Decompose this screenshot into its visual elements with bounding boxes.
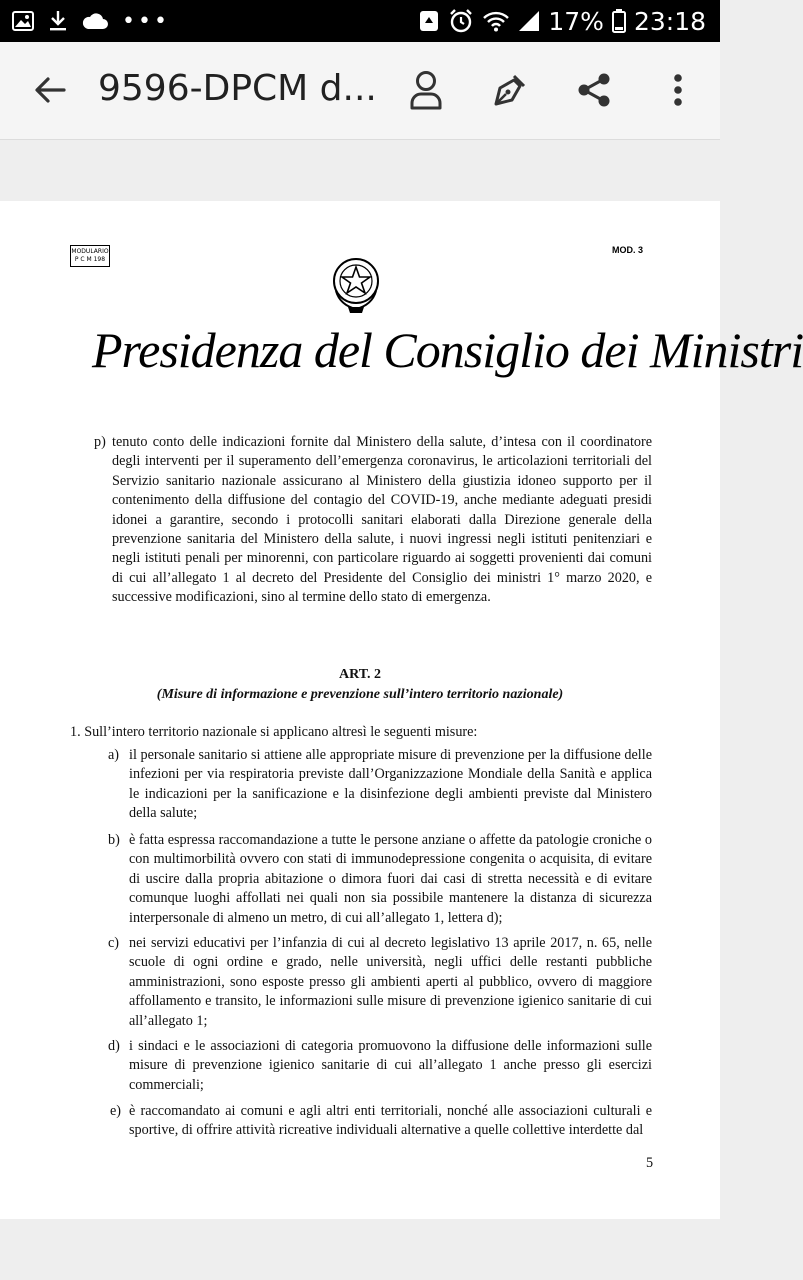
back-button[interactable]: [26, 66, 74, 114]
cloud-icon: [82, 12, 108, 30]
item-a-marker: a): [108, 747, 120, 763]
item-d-marker: d): [108, 1038, 120, 1054]
item-a-text: il personale sanitario si attiene alle appropriate misure di prevenzione per la diffusione delle infezioni per via respiratoria previste dall’Organizzazione Mondiale della Sanità e applica le indicazioni per la sanificazione e la disinfezione degli ambienti previste dal Ministero della salute;: [129, 747, 652, 822]
mod-tag: MOD. 3: [612, 245, 644, 255]
download-icon: [48, 10, 68, 32]
more-notifications-icon: •••: [122, 8, 170, 34]
item-b-marker: b): [108, 832, 120, 848]
item-d-text: i sindaci e le associazioni di categoria promuovono la diffusione delle informazioni sulle misure di prevenzione igienico sanitarie di cui all’allegato 1 anche presso gli esercizi commerciali;: [129, 1038, 652, 1093]
clause-p-text: [112, 433, 652, 608]
arrow-back-icon: [34, 76, 66, 104]
stamp-line-2: P C M 198: [74, 256, 106, 263]
annotate-button[interactable]: [486, 66, 534, 114]
italian-republic-emblem-icon: [326, 251, 386, 315]
alarm-icon: [448, 8, 474, 34]
image-notification-icon: [12, 11, 34, 31]
account-button[interactable]: [402, 66, 450, 114]
wifi-icon: [482, 10, 510, 32]
item-e-text: è raccomandato ai comuni e agli altri enti territoriali, nonché alle associazioni culturali e sportive, di offrire attività ricreative individuali alternative a quelle collettive interdette dal: [129, 1103, 652, 1139]
clause-p-marker: p): [94, 434, 106, 450]
institution-heading: Presidenza del Consiglio dei Ministri: [92, 322, 803, 378]
article-intro: 1. Sull’intero territorio nazionale si applicano altresì le seguenti misure:: [70, 724, 478, 740]
recycle-icon: [418, 9, 440, 33]
item-e-marker: e): [110, 1103, 122, 1119]
document-title: 9596-DPCM d...: [98, 68, 377, 109]
pen-nib-icon: [492, 72, 528, 108]
overflow-menu-button[interactable]: [654, 66, 702, 114]
pdf-page[interactable]: [0, 201, 803, 1219]
share-button[interactable]: [570, 66, 618, 114]
more-vert-icon: [673, 73, 683, 107]
page-number: 5: [646, 1155, 654, 1171]
battery-icon: [612, 9, 626, 33]
clause-p-body: tenuto conto delle indicazioni fornite dal Ministero della salute, d’intesa con il coordinatore degli interventi per il superamento dell’emergenza coronavirus, le articolazioni territoriali del Servizio sanitario nazionale assicurano al Ministero della giustizia idoneo supporto per il contenimento della diffusione del contagio del COVID-19, anche mediante adeguati presidi idonei a garantire, secondo i protocolli sanitari elaborati dalla Direzione generale della prevenzione sanitaria del Ministero della salute, i nuovi ingressi negli istituti penitenziari e negli istituti penali per minorenni, con particolare riguardo ai soggetti provenienti dai comuni di cui all’allegato 1 al decreto del Presidente del Consiglio dei ministri 1° marzo 2020, e successive modificazioni, sino al termine dello stato di emergenza.: [112, 434, 652, 606]
clock: 23:18: [633, 6, 706, 36]
app-bar: [0, 42, 720, 140]
article-subtitle: (Misure di informazione e prevenzione sull’intero territorio nazionale): [156, 687, 564, 702]
system-icons: [418, 6, 706, 36]
notification-icons: [12, 8, 170, 34]
article-title: ART. 2: [338, 667, 382, 682]
status-bar: [0, 0, 720, 42]
person-icon: [409, 70, 443, 110]
modulario-stamp: [70, 245, 110, 267]
stamp-line-1: MODULARIO: [71, 248, 109, 255]
item-b-text: è fatta espressa raccomandazione a tutte le persone anziane o affette da patologie croniche o con multimorbilità ovvero con stati di immunodepressione congenita o acquisita, di evitare di uscire dalla propria abitazione o dimora fuori dai casi di stretta necessità e di evitare comunque luoghi affollati nei quali non sia possibile mantenere la distanza di sicurezza interpersonale di almeno un metro, di cui all’allegato 1, lettera d);: [129, 832, 652, 926]
item-c-text: nei servizi educativi per l’infanzia di cui al decreto legislativo 13 aprile 2017, n. 65, nelle scuole di ogni ordine e grado, nelle università, negli uffici delle restanti pubbliche amministrazioni, sono esposte presso gli ambienti aperti al pubblico, ovvero di maggiore affollamento e transito, le informazioni sulle misure di prevenzione igienico sanitarie di cui all’allegato 1;: [129, 935, 652, 1029]
signal-icon: [518, 10, 540, 32]
battery-percent: 17%: [548, 6, 604, 36]
item-c-marker: c): [108, 935, 120, 951]
share-icon: [577, 72, 611, 108]
